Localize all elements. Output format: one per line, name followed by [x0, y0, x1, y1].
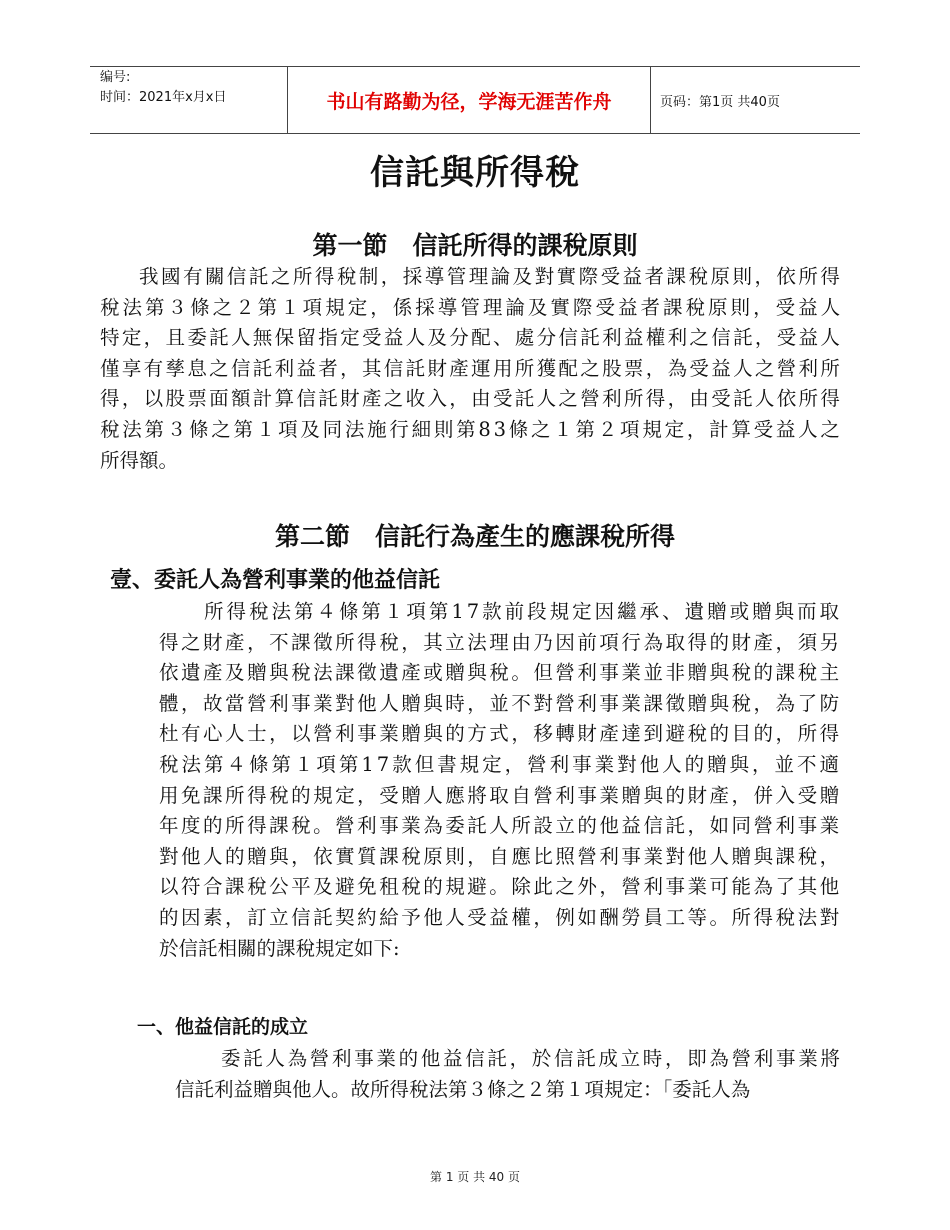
- text-line: 所得稅法第４條第１項第17款前段規定因繼承、遺贈或贈與而取: [204, 600, 843, 623]
- subsection1-paragraph: [159, 597, 843, 964]
- subsection1-heading: 壹、委託人為營利事業的他益信託: [110, 567, 441, 593]
- text-line: 體，故當營利事業對他人贈與時，並不對營利事業課徵贈與稅，為了防: [159, 691, 842, 715]
- text-line: 稅法第４條第１項第17款但書規定，營利事業對他人的贈與，並不適: [159, 752, 843, 776]
- header-divider: [650, 67, 651, 133]
- text-line: 以符合課稅公平及避免租稅的規避。除此之外，營利事業可能為了其他: [159, 875, 842, 899]
- text-line: 特定，且委託人無保留指定受益人及分配、處分信託利益權利之信託，受益人: [100, 326, 843, 350]
- header-meta-cell: [90, 67, 287, 133]
- text-line: 依遺產及贈與稅法課徵遺產或贈與稅。但營利事業並非贈與稅的課稅主: [159, 661, 842, 685]
- text-line: 得，以股票面額計算信託財產之收入，由受託人之營利所得，由受託人依所得: [100, 387, 843, 411]
- section1-paragraph: [100, 262, 844, 476]
- text-line: 我國有關信託之所得稅制，採導管理論及對實際受益者課稅原則，依所得: [139, 265, 843, 288]
- item1-paragraph: [175, 1044, 843, 1105]
- text-line: 委託人為營利事業的他益信託，於信託成立時，即為營利事業將: [221, 1047, 843, 1070]
- text-line: 杜有心人士，以營利事業贈與的方式，移轉財產達到避稅的目的，所得: [159, 722, 842, 746]
- page-footer: 第 1 页 共 40 页: [430, 1170, 520, 1184]
- text-line: 稅法第３條之第１項及同法施行細則第83條之１第２項規定，計算受益人之: [100, 417, 843, 441]
- text-line: 用免課所得稅的規定，受贈人應將取自營利事業贈與的財產，併入受贈: [159, 783, 842, 807]
- item1-heading: 一、他益信託的成立: [137, 1016, 309, 1038]
- page-header-table: [90, 66, 860, 134]
- text-line: 信託利益贈與他人。故所得稅法第３條之２第１項規定：「委託人為: [175, 1077, 751, 1101]
- text-line: 年度的所得課稅。營利事業為委託人所設立的他益信託，如同營利事業: [159, 814, 842, 838]
- text-line: 所得額。: [100, 448, 179, 472]
- text-line: 僅享有孳息之信託利益者，其信託財產運用所獲配之股票，為受益人之營利所: [100, 356, 843, 380]
- section2-heading: 第二節 信託行為產生的應課稅所得: [274, 522, 675, 551]
- section1-heading: 第一節 信託所得的課稅原則: [312, 231, 638, 260]
- document-title: 信託與所得稅: [370, 153, 580, 193]
- text-line: 於信託相關的課稅規定如下:: [159, 936, 400, 960]
- text-line: 的因素，訂立信託契約給予他人受益權，例如酬勞員工等。所得稅法對: [159, 905, 842, 929]
- number-label: 编号:: [100, 70, 131, 85]
- header-motto: 书山有路勤为径，学海无涯苦作舟: [326, 90, 612, 113]
- time-label: 时间：2021年x月x日: [100, 90, 227, 105]
- header-page-info: 页码：第1页 共40页: [660, 94, 780, 110]
- text-line: 稅法第３條之２第１項規定，係採導管理論及實際受益者課稅原則，受益人: [100, 295, 844, 319]
- text-line: 得之財產，不課徵所得稅，其立法理由乃因前項行為取得的財產，須另: [159, 630, 842, 654]
- text-line: 對他人的贈與，依實質課稅原則，自應比照營利事業對他人贈與課稅，: [159, 844, 842, 868]
